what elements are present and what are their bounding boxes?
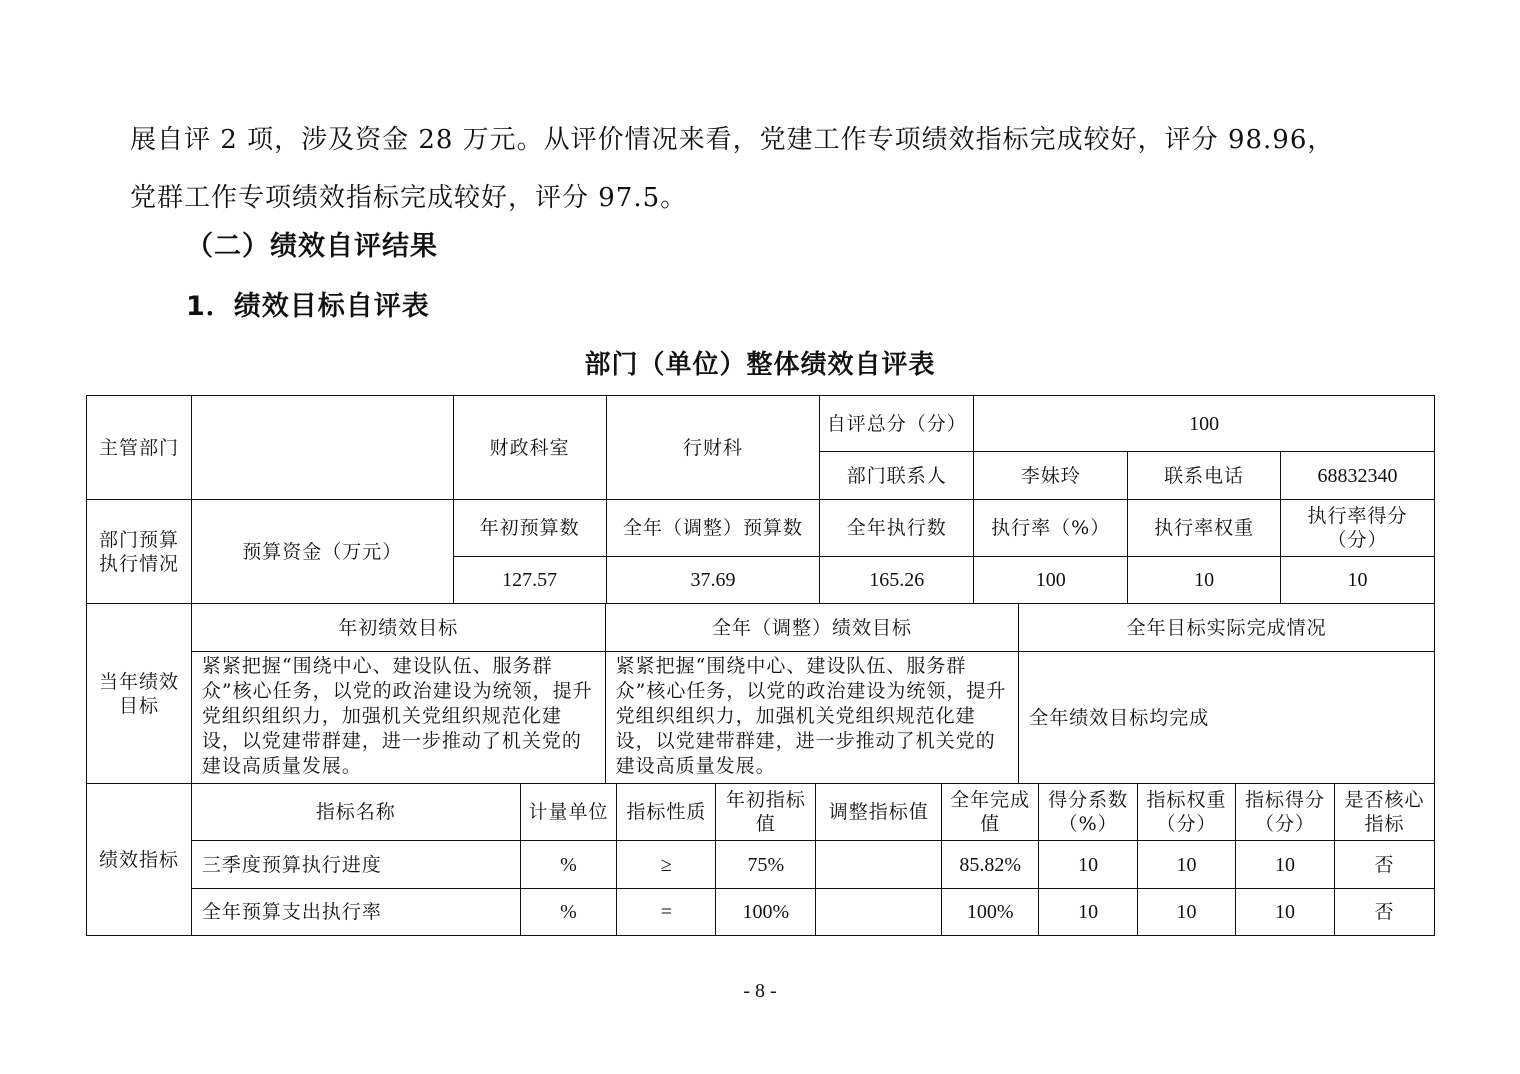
- indicator-weight: 10: [1138, 841, 1236, 889]
- dept-name: 财政科室: [453, 396, 606, 500]
- indicator-score: 10: [1236, 889, 1335, 936]
- indicators-label: 绩效指标: [87, 784, 192, 936]
- goals-header-adjusted: 全年（调整）绩效目标: [605, 604, 1019, 652]
- indicator-name: 三季度预算执行进度: [191, 841, 520, 889]
- indicator-adjusted: [816, 889, 942, 936]
- budget-value: 10: [1281, 557, 1435, 604]
- indicator-core: 否: [1334, 889, 1434, 936]
- table-title: 部门（单位）整体绩效自评表: [584, 350, 936, 380]
- indicator-adjusted: [816, 841, 942, 889]
- budget-label: 部门预算执行情况: [87, 500, 192, 604]
- indicator-header: 得分系数（%）: [1039, 784, 1138, 841]
- score-label: 自评总分（分）: [820, 396, 974, 452]
- dept-label: 主管部门: [87, 396, 192, 500]
- indicator-header: 全年完成值: [942, 784, 1039, 841]
- indicator-initial: 75%: [716, 841, 816, 889]
- indicator-header: 指标得分（分）: [1236, 784, 1335, 841]
- budget-header: 执行率权重: [1128, 500, 1281, 557]
- budget-funds-label: 预算资金（万元）: [191, 500, 453, 604]
- budget-header: 执行率得分（分）: [1281, 500, 1435, 557]
- summary-table: [86, 395, 1435, 604]
- budget-header: 年初预算数: [453, 500, 606, 557]
- table-row: [87, 841, 1435, 889]
- indicator-unit: %: [520, 889, 617, 936]
- indicator-header: 是否核心指标: [1334, 784, 1434, 841]
- budget-value: 10: [1128, 557, 1281, 604]
- subsection-heading: 1．绩效目标自评表: [186, 291, 430, 322]
- indicator-nature: ≥: [617, 841, 716, 889]
- dept-blank: [191, 396, 453, 500]
- indicator-core: 否: [1334, 841, 1434, 889]
- budget-header: 全年（调整）预算数: [606, 500, 820, 557]
- budget-value: 127.57: [453, 557, 606, 604]
- indicator-header: 年初指标值: [716, 784, 816, 841]
- budget-value: 37.69: [606, 557, 820, 604]
- body-paragraph-1: 展自评 2 项，涉及资金 28 万元。从评价情况来看，党建工作专项绩效指标完成较好，评分 98.96，: [130, 125, 1335, 155]
- goals-actual-text: 全年绩效目标均完成: [1019, 652, 1435, 784]
- indicator-header: 调整指标值: [816, 784, 942, 841]
- goals-initial-text: 紧紧把握“围绕中心、建设队伍、服务群众”核心任务，以党的政治建设为统领，提升党组织组织力，加强机关党组织规范化建设，以党建带群建，进一步推动了机关党的建设高质量发展。: [191, 652, 605, 784]
- table-row: [87, 889, 1435, 936]
- budget-value: 100: [974, 557, 1128, 604]
- indicators-table: [86, 783, 1435, 936]
- goals-header-initial: 年初绩效目标: [191, 604, 605, 652]
- goals-adjusted-text: 紧紧把握“围绕中心、建设队伍、服务群众”核心任务，以党的政治建设为统领，提升党组织组织力，加强机关党组织规范化建设，以党建带群建，进一步推动了机关党的建设高质量发展。: [605, 652, 1019, 784]
- budget-header: 全年执行数: [820, 500, 974, 557]
- contact-label: 部门联系人: [820, 452, 974, 500]
- indicator-initial: 100%: [716, 889, 816, 936]
- phone-value: 68832340: [1281, 452, 1435, 500]
- indicator-header: 指标权重（分）: [1138, 784, 1236, 841]
- indicator-header: 指标性质: [617, 784, 716, 841]
- budget-value: 165.26: [820, 557, 974, 604]
- indicator-header: 指标名称: [191, 784, 520, 841]
- indicator-weight: 10: [1138, 889, 1236, 936]
- indicator-actual: 100%: [942, 889, 1039, 936]
- contact-name: 李妹玲: [974, 452, 1128, 500]
- indicator-coef: 10: [1039, 841, 1138, 889]
- indicator-name: 全年预算支出执行率: [191, 889, 520, 936]
- indicator-actual: 85.82%: [942, 841, 1039, 889]
- body-paragraph-2: 党群工作专项绩效指标完成较好，评分 97.5。: [130, 183, 688, 213]
- phone-label: 联系电话: [1128, 452, 1281, 500]
- indicator-nature: =: [617, 889, 716, 936]
- score-value: 100: [974, 396, 1435, 452]
- section-heading: （二）绩效自评结果: [186, 231, 438, 262]
- goals-label: 当年绩效目标: [87, 604, 192, 784]
- indicator-unit: %: [520, 841, 617, 889]
- page-number: - 8 -: [743, 980, 777, 1002]
- indicator-header: 计量单位: [520, 784, 617, 841]
- budget-header: 执行率（%）: [974, 500, 1128, 557]
- goals-header-actual: 全年目标实际完成情况: [1019, 604, 1435, 652]
- office-name: 行财科: [606, 396, 820, 500]
- indicator-score: 10: [1236, 841, 1335, 889]
- goals-table: [86, 603, 1435, 784]
- indicator-coef: 10: [1039, 889, 1138, 936]
